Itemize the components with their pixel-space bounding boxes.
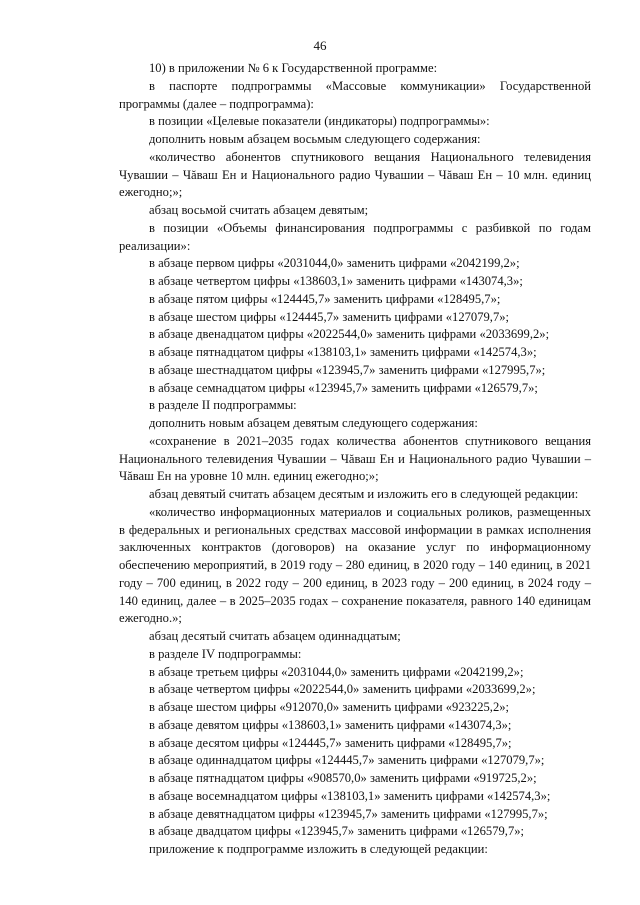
paragraph: в абзаце семнадцатом цифры «123945,7» заменить цифрами «126579,7»; <box>149 380 538 395</box>
paragraph: в абзаце пятом цифры «124445,7» заменить цифрами «128495,7»; <box>149 291 501 306</box>
paragraph: в абзаце шестом цифры «124445,7» заменить цифрами «127079,7»; <box>149 309 510 324</box>
paragraph: «сохранение в 2021–2035 годах количества абонентов спутникового вещания Национального телевидения Чувашии – Чăваш Ен и Национального радио Чувашии – Чăваш Ен на уровне 10 млн. единиц ежегодно;»; <box>119 433 591 484</box>
paragraph: «количество информационных материалов и социальных роликов, размещенных в федеральных и региональных средствах массовой информации в рамках исполнения заключенных контрактов (договоров) на оказание услуг по информационному обеспечению мероприятий, в 2019 году – 280 единиц, в 2020 году – 140 единиц, в 2021 году – 700 единиц, в 2022 году – 200 единиц, в 2023 году – 200 единиц, в 2024 году – 140 единиц, далее – в 2025–2035 годах – сохранение показателя, равного 140 единицам ежегодно.»; <box>119 504 591 626</box>
document-body <box>119 60 591 859</box>
paragraph: в абзаце восемнадцатом цифры «138103,1» заменить цифрами «142574,3»; <box>149 788 551 803</box>
page-number: 46 <box>313 38 327 53</box>
paragraph: дополнить новым абзацем девятым следующего содержания: <box>149 416 478 430</box>
paragraph: в абзаце девятнадцатом цифры «123945,7» заменить цифрами «127995,7»; <box>149 806 548 821</box>
paragraph: в абзаце четвертом цифры «2022544,0» заменить цифрами «2033699,2»; <box>149 682 536 697</box>
paragraph: в абзаце пятнадцатом цифры «138103,1» заменить цифрами «142574,3»; <box>149 345 537 359</box>
paragraph: в абзаце девятом цифры «138603,1» заменить цифрами «143074,3»; <box>149 717 512 732</box>
paragraph: в разделе IV подпрограммы: <box>149 646 302 661</box>
paragraph: в абзаце третьем цифры «2031044,0» заменить цифрами «2042199,2»; <box>149 664 524 679</box>
paragraph: абзац десятый считать абзацем одиннадцатым; <box>149 629 401 643</box>
paragraph: в позиции «Целевые показатели (индикаторы) подпрограммы»: <box>149 114 490 129</box>
paragraph: в паспорте подпрограммы «Массовые коммуникации» Государственной программы (далее – подпрограмма): <box>119 78 591 111</box>
paragraph: абзац девятый считать абзацем десятым и изложить его в следующей редакции: <box>149 487 579 501</box>
paragraph: «количество абонентов спутникового вещания Национального телевидения Чувашии – Чăваш Ен и Национального радио Чувашии – Чăваш Ен – 10 млн. единиц ежегодно;»; <box>119 149 591 200</box>
paragraph: в позиции «Объемы финансирования подпрограммы с разбивкой по годам реализации»: <box>119 220 591 253</box>
paragraph: в абзаце десятом цифры «124445,7» заменить цифрами «128495,7»; <box>149 735 512 750</box>
paragraph: в абзаце первом цифры «2031044,0» заменить цифрами «2042199,2»; <box>149 256 520 271</box>
paragraph: в разделе II подпрограммы: <box>149 398 297 413</box>
paragraph: в абзаце двенадцатом цифры «2022544,0» заменить цифрами «2033699,2»; <box>149 327 550 342</box>
paragraph: 10) в приложении № 6 к Государственной программе: <box>149 61 438 75</box>
paragraph: дополнить новым абзацем восьмым следующего содержания: <box>149 132 481 146</box>
paragraph: в абзаце шестнадцатом цифры «123945,7» заменить цифрами «127995,7»; <box>149 362 546 377</box>
paragraph: в абзаце шестом цифры «912070,0» заменить цифрами «923225,2»; <box>149 700 510 714</box>
paragraph: в абзаце двадцатом цифры «123945,7» заменить цифрами «126579,7»; <box>149 824 525 839</box>
paragraph: в абзаце четвертом цифры «138603,1» заменить цифрами «143074,3»; <box>149 274 523 288</box>
paragraph: в абзаце пятнадцатом цифры «908570,0» заменить цифрами «919725,2»; <box>149 771 537 785</box>
paragraph: приложение к подпрограмме изложить в следующей редакции: <box>149 842 488 856</box>
paragraph: абзац восьмой считать абзацем девятым; <box>149 203 369 217</box>
paragraph: в абзаце одиннадцатом цифры «124445,7» заменить цифрами «127079,7»; <box>149 753 545 768</box>
